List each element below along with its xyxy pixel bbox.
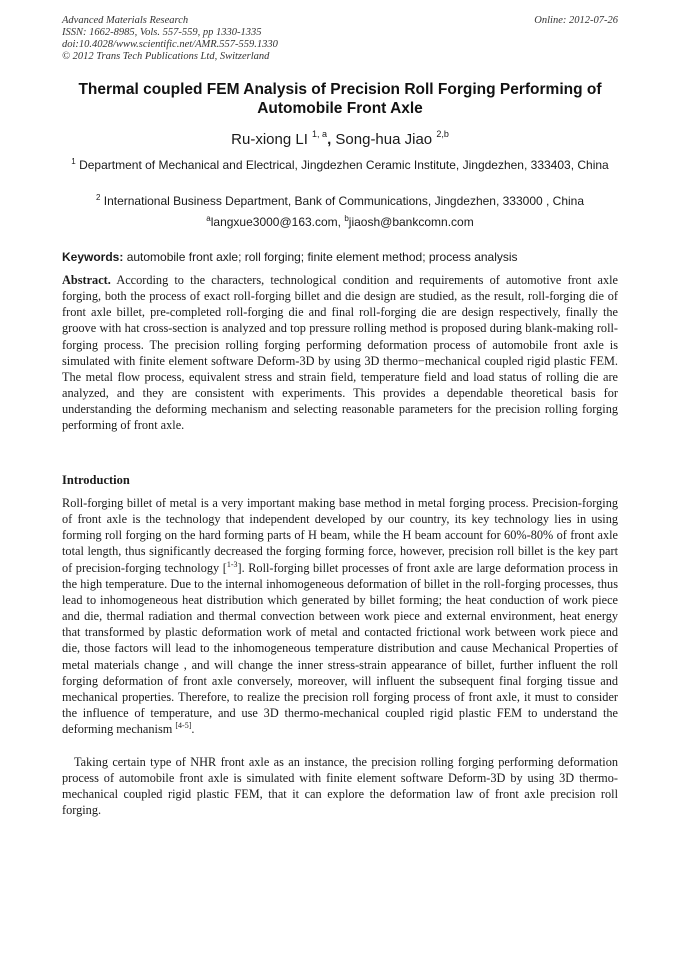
issn-line: ISSN: 1662-8985, Vols. 557-559, pp 1330-1335 [62,27,262,38]
introduction-paragraph-1 [62,495,618,737]
introduction-paragraph-2: Taking certain type of NHR front axle as an instance, the precision rolling forging performing deformation process of automobile front axle is simulated with finite element software Deform-3D by using 3D thermo-mechanical coupled rigid plastic FEM, that it can explore the deformation law of front axle precision roll forging. [62,755,618,818]
email-line [62,215,618,230]
affiliation-1 [62,158,618,173]
author-separator: , [327,131,336,148]
paragraph-1-text-c: . [191,722,195,737]
affiliation-2-text: International Business Department, Bank of Communications, Jingdezhen, 333000 , China [103,194,585,208]
affiliation-2 [62,194,618,209]
citation-1: 1-3 [226,559,238,569]
introduction-heading: Introduction [62,473,130,487]
affiliation-2-mark: 2 [95,193,101,202]
abstract-label: Abstract. [62,273,111,287]
copyright-line: © 2012 Trans Tech Publications Ltd, Switzerland [62,51,270,62]
paragraph-1-text-b: ]. Roll-forging billet processes of front axle are large deformation process in the high temperature. Due to the internal inhomogeneous deformation of billet in the roll-forging processes, thus lead to inhomogeneous heat distribution which generated by billet forming; the heat conduction of work piece and die, thermal radiation and thermal convection between work piece and external environment, heat energy that transformed by plastic deformation work of metal and contacted frictional work between work piece and die, those factors will lead to the inhomogeneous temperature distribution and cause Mechanical Properties of metal materials change , and will change the inner stress-strain appearance of billet, further influent the roll forging deformation of front axle conversely, moreover, will influent the subsequent final forging tissue and mechanical properties. Therefore, to realize the precision roll forging process of front axle, it must to consider the influence of temperature, and use 3D thermo-mechanical coupled rigid plastic FEM to understand the deforming mechanism [62,560,618,737]
keywords-label: Keywords: [62,250,124,264]
doi-line[interactable]: doi:10.4028/www.scientific.net/AMR.557-559.1330 [62,39,278,50]
affiliation-1-text: Department of Mechanical and Electrical, Jingdezhen Ceramic Institute, Jingdezhen, 333403, China [79,158,609,172]
online-date: Online: 2012-07-26 [534,15,618,26]
abstract-text: According to the characters, technological condition and requirements of automotive front axle forging, both the process of exact roll-forging billet and die design are studied, as the result, roll-forging die of front axle billet, pre-completed roll-forging die and final roll-forging die are design respectively, finally the groove with hat cross-section is analyzed and top pressure rolling method is proposed during blank-making roll-forging process. The precision rolling forging performing deformation process of automobile front axle is simulated with finite element software Deform-3D by using 3D thermo−mechanical coupled rigid plastic FEM. The metal flow process, equivalent stress and strain field, temperature field and load status of rolling die are analyzed, and they are consistent with experiments. This provides a dependable theoretical basis for understanding the deforming mechanism and selecting reasonable parameters for the precision rolling forging performing of front axle. [62,273,618,433]
author-1-affil-mark: 1, a [312,129,328,139]
email-a-mark: a [206,214,211,223]
keywords [62,250,618,265]
paragraph-1-text-a: Roll-forging billet of metal is a very important making base method in metal forging process. Precision-forging of front axle is the technology that independent developed by our country, its key technology lies in using forming roll forging on the hard forming parts of H beam, while the H beam account for 60%-80% of front axle total length, thus significantly decreased the forging forming force, however, precision roll billet is the key part of precision-forging technology [ [62,496,618,575]
citation-2: [4-5] [175,721,192,731]
abstract [62,272,618,434]
journal-name: Advanced Materials Research [62,15,189,26]
email-b[interactable]: jiaosh@bankcomn.com [348,215,474,229]
keywords-text: automobile front axle; roll forging; finite element method; process analysis [123,250,518,264]
affiliation-1-mark: 1 [71,157,76,166]
email-b-mark: b [344,214,349,223]
author-line [40,131,640,149]
paper-title: Thermal coupled FEM Analysis of Precision Roll Forging Performing of Automobile Front Axle [78,81,602,117]
email-a[interactable]: langxue3000@163.com, [210,215,345,229]
author-1: Ru-xiong LI [231,131,308,148]
author-2: Song-hua Jiao [335,131,433,148]
journal-header [62,15,618,63]
author-2-affil-mark: 2,b [436,129,449,139]
